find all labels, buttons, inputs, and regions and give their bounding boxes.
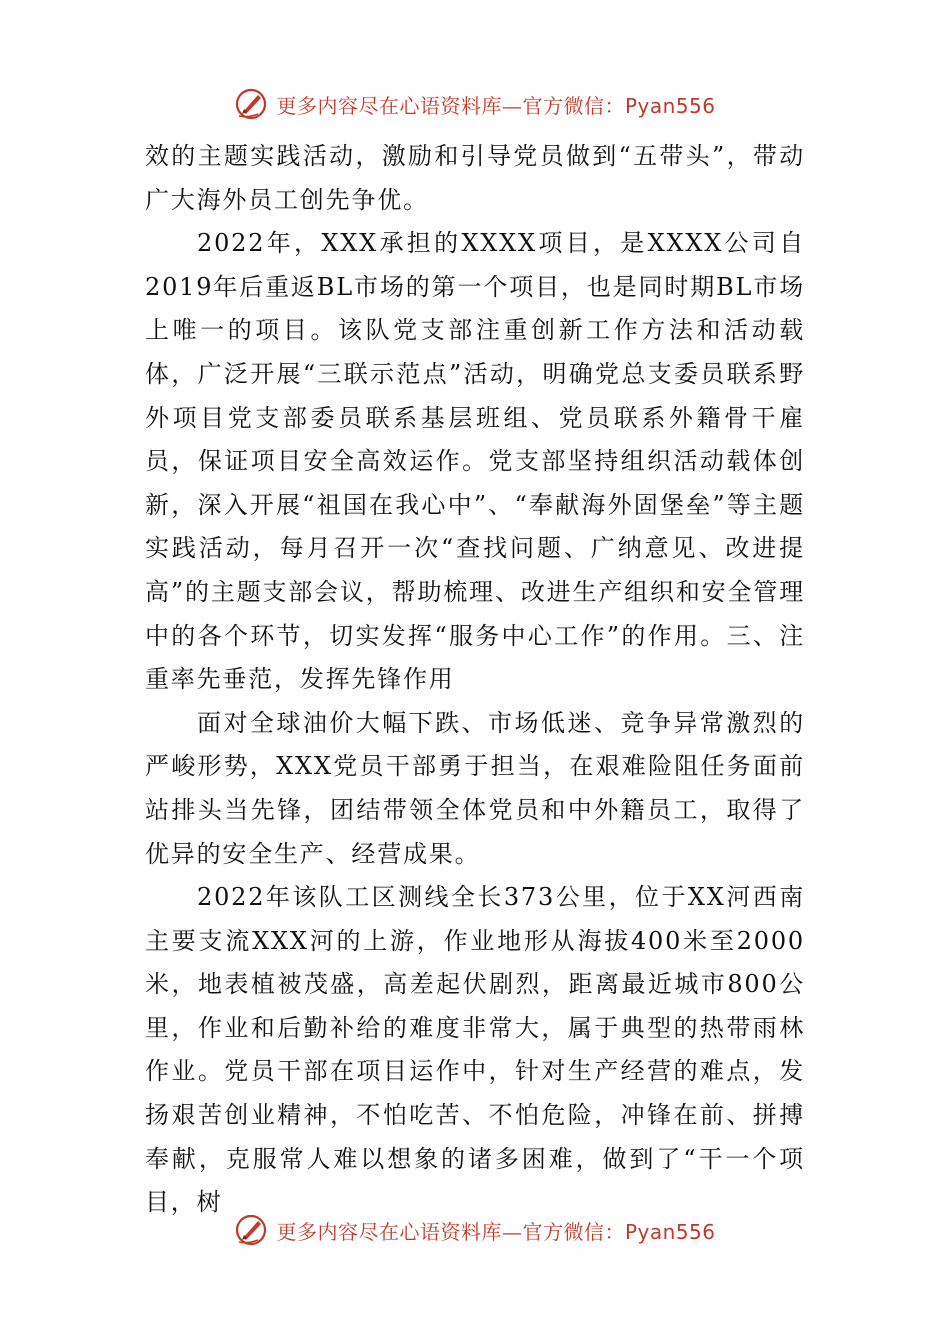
footer-watermark	[0, 1210, 950, 1250]
paragraph-2: 2022年，XXX承担的XXXX项目，是XXXX公司自2019年后重返BL市场的第一个项目，也是同时期BL市场上唯一的项目。该队党支部注重创新工作方法和活动载体，广泛开展“三联示范点”活动，明确党总支委员联系野外项目党支部委员联系基层班组、党员联系外籍骨干雇员，保证项目安全高效运作。党支部坚持组织活动载体创新，深入开展“祖国在我心中”、“奉献海外固堡垒”等主题实践活动，每月召开一次“查找问题、广纳意见、改进提高”的主题支部会议，帮助梳理、改进生产组织和安全管理中的各个环节，切实发挥“服务中心工作”的作用。三、注重率先垂范，发挥先锋作用	[145, 229, 805, 694]
header-watermark	[0, 84, 950, 124]
watermark-text	[276, 90, 715, 119]
paragraph-3: 面对全球油价大幅下跌、市场低迷、竞争异常激烈的严峻形势，XXX党员干部勇于担当，在艰难险阻任务面前站排头当先锋，团结带领全体党员和中外籍员工，取得了优异的安全生产、经营成果。	[145, 708, 805, 868]
watermark-wechat-id: Pyan556	[624, 1219, 716, 1244]
pen-circle-logo-icon	[234, 87, 268, 121]
watermark-label: 更多内容尽在心语资料库—官方微信：	[276, 93, 625, 118]
watermark-text	[276, 1216, 715, 1245]
paragraph-4: 2022年该队工区测线全长373公里，位于XX河西南主要支流XXX河的上游，作业地形从海拔400米至2000米，地表植被茂盛，高差起伏剧烈，距离最近城市800公里，作业和后勤补给的难度非常大，属于典型的热带雨林作业。党员干部在项目运作中，针对生产经营的难点，发扬艰苦创业精神，不怕吃苦、不怕危险，冲锋在前、拼搏奉献，克服常人难以想象的诸多困难，做到了“干一个项目，树	[145, 883, 805, 1217]
watermark-label: 更多内容尽在心语资料库—官方微信：	[276, 1219, 625, 1244]
pen-circle-logo-icon	[234, 1213, 268, 1247]
document-body	[145, 135, 805, 1225]
watermark-wechat-id: Pyan556	[624, 93, 716, 118]
paragraph-1: 效的主题实践活动，激励和引导党员做到“五带头”，带动广大海外员工创先争优。	[145, 142, 805, 214]
